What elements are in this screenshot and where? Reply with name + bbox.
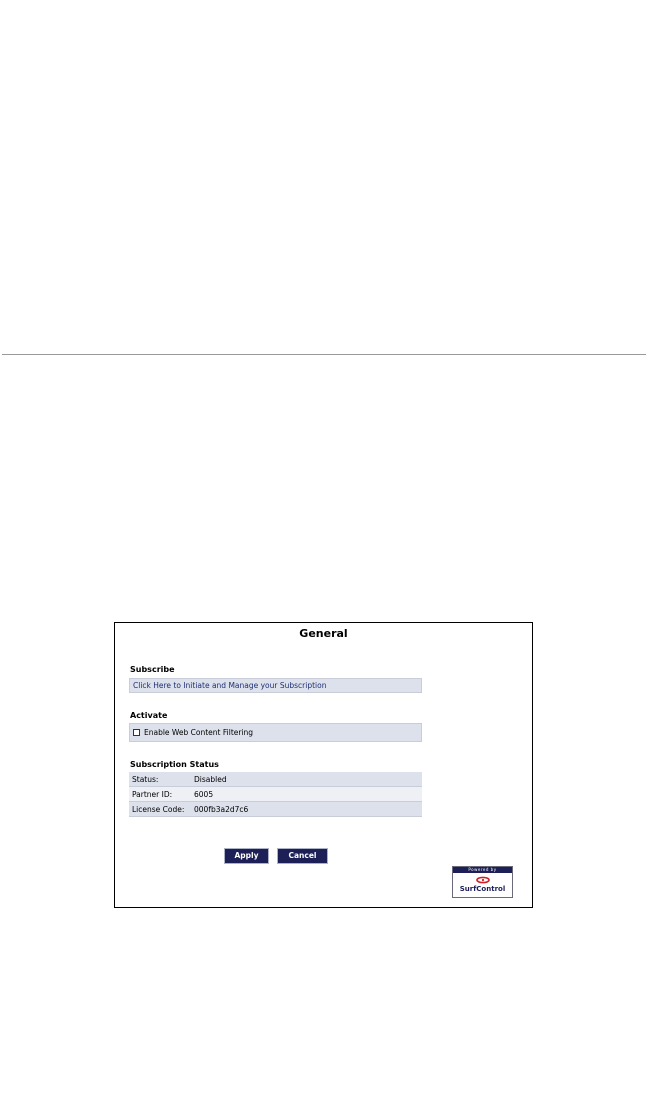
partner-id-label: Partner ID: [129,787,191,802]
page-divider [2,354,646,355]
subscription-status-heading: Subscription Status [130,760,219,769]
subscribe-link[interactable]: Click Here to Initiate and Manage your Subscription [129,678,422,693]
license-code-label: License Code: [129,802,191,817]
activate-heading: Activate [130,711,168,720]
status-label: Status: [129,772,191,787]
status-value: Disabled [191,772,422,787]
cancel-button[interactable]: Cancel [278,849,327,863]
table-row [129,787,422,802]
logo-name: SurfControl [459,885,506,893]
activate-row [129,723,422,742]
web-filtering-label[interactable]: Enable Web Content Filtering [144,728,254,737]
table-row [129,772,422,787]
web-filtering-checkbox[interactable] [133,729,140,736]
subscribe-heading: Subscribe [130,665,175,674]
apply-button[interactable]: Apply [225,849,268,863]
table-row [129,802,422,817]
partner-id-value: 6005 [191,787,422,802]
logo-powered-by: Powered by [453,867,512,873]
panel-title: General [299,627,348,640]
license-code-value: 000fb3a2d7c6 [191,802,422,817]
surfcontrol-logo [452,866,513,898]
subscription-status-table [129,772,422,817]
surfcontrol-mark-icon [475,876,491,884]
general-panel [114,622,533,908]
